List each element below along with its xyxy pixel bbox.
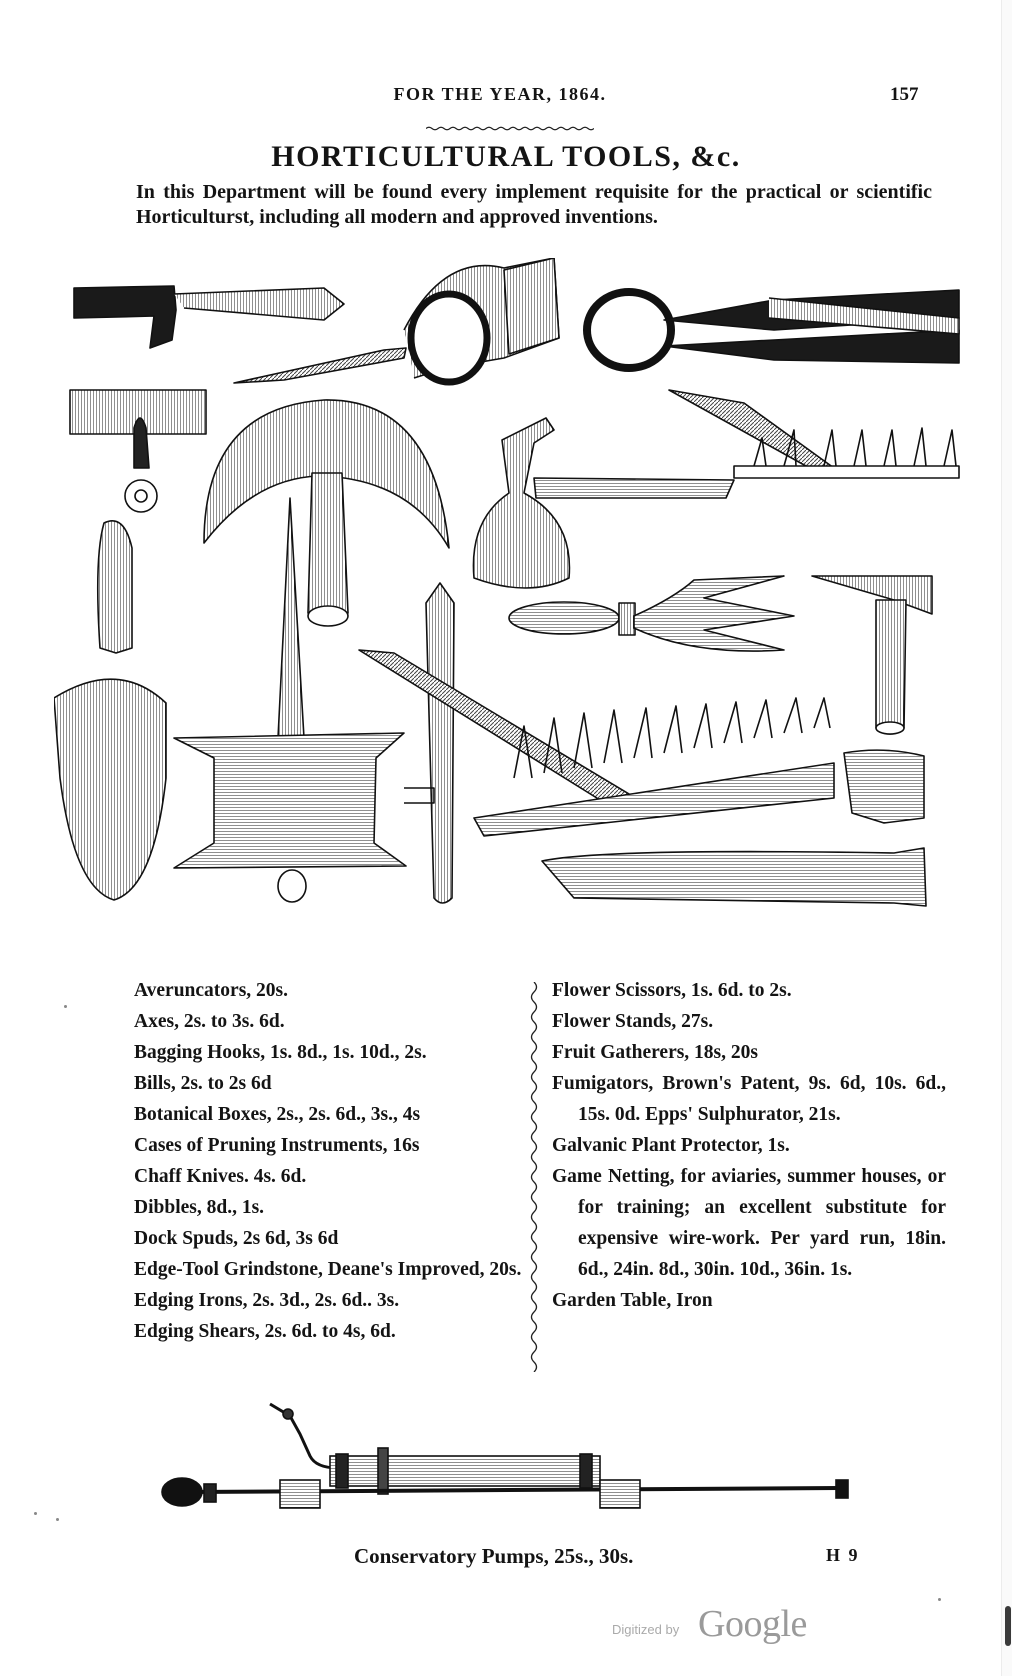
draw-hoe-icon — [812, 576, 932, 734]
decorative-rule — [426, 126, 594, 131]
digitized-by-label: Digitized by — [612, 1622, 680, 1637]
scrollbar-thumb[interactable] — [1005, 1606, 1011, 1646]
intro-paragraph: In this Department will be found every implement requisite for the practical or scientific Horticulturst, including all modern and approved inventions. — [136, 181, 932, 228]
scrollbar[interactable] — [1001, 0, 1012, 1676]
shears-icon — [234, 258, 559, 383]
price-list-left — [134, 975, 534, 1347]
price-entry: Bills, 2s. to 2s 6d — [134, 1073, 272, 1094]
price-entry: Edging Shears, 2s. 6d. to 4s, 6d. — [134, 1321, 396, 1342]
garden-reel-icon — [174, 733, 434, 902]
signature-mark: H 9 — [826, 1545, 860, 1565]
trowel-icon — [54, 521, 166, 900]
price-entry: Galvanic Plant Protector, 1s. — [552, 1135, 790, 1156]
price-entry: Edge-Tool Grindstone, Deane's Improved, 20s. — [134, 1259, 522, 1280]
hand-fork-icon — [509, 576, 794, 651]
price-entry: Game Netting, for aviaries, summer houses, or for training; an excellent substitute for expensive wire-work. Per yard run, 18in. 6d., 24in. 8d., 30in. 10d., 36in. 1s. — [552, 1166, 946, 1280]
scissors-icon — [587, 290, 959, 368]
ink-speck — [56, 1518, 59, 1521]
price-entry: Fumigators, Brown's Patent, 9s. 6d, 10s. 6d., 15s. 0d. Epps' Sulphurator, 21s. — [552, 1073, 946, 1125]
price-entry: Axes, 2s. to 3s. 6d. — [134, 1011, 285, 1032]
tools-engraving — [54, 258, 994, 970]
price-entry: Flower Scissors, 1s. 6d. to 2s. — [552, 980, 792, 1001]
conservatory-pump-icon — [160, 1396, 900, 1520]
ink-speck — [938, 1598, 941, 1601]
dutch-hoe-icon — [70, 390, 206, 512]
price-entry: Cases of Pruning Instruments, 16s — [134, 1135, 420, 1156]
price-entry: Edging Irons, 2s. 3d., 2s. 6d.. 3s. — [134, 1290, 400, 1311]
column-divider — [527, 982, 541, 1372]
price-list-right — [552, 975, 946, 1316]
ink-speck — [34, 1512, 37, 1515]
edging-iron-icon — [204, 400, 449, 626]
section-title: HORTICULTURAL TOOLS, &c. — [271, 140, 741, 173]
ink-speck — [64, 1005, 67, 1008]
page-number: 157 — [890, 84, 919, 105]
price-entry: Dock Spuds, 2s 6d, 3s 6d — [134, 1228, 339, 1249]
price-entry: Chaff Knives. 4s. 6d. — [134, 1166, 307, 1187]
rake-icon — [669, 390, 959, 478]
price-entry: Dibbles, 8d., 1s. — [134, 1197, 265, 1218]
axe-icon — [473, 418, 734, 588]
price-entry: Garden Table, Iron — [552, 1290, 713, 1311]
running-head — [0, 84, 1012, 114]
pump-caption: Conservatory Pumps, 25s., 30s. — [354, 1544, 634, 1568]
google-logo: Google — [698, 1603, 807, 1645]
running-head-title: FOR THE YEAR, 1864. — [393, 84, 607, 104]
price-entry: Averuncators, 20s. — [134, 980, 288, 1001]
price-entry: Flower Stands, 27s. — [552, 1011, 714, 1032]
hoe-icon — [74, 286, 344, 348]
price-entry: Fruit Gatherers, 18s, 20s — [552, 1042, 758, 1063]
hammer-icon — [542, 750, 926, 906]
price-entry: Bagging Hooks, 1s. 8d., 1s. 10d., 2s. — [134, 1042, 427, 1063]
price-entry: Botanical Boxes, 2s., 2s. 6d., 3s., 4s — [134, 1104, 421, 1125]
